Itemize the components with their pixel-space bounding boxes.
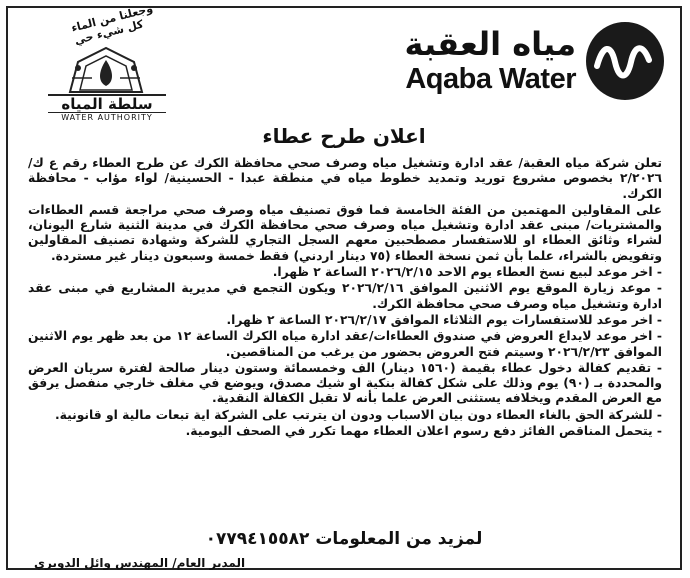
paragraph-eligibility: على المقاولين المهتمين من الفئة الخامسة فما فوق تصنيف مياه وصرف صحي مراجعة قسم العطاءات والمشتريات/ مبنى عقد ادارة وتشغيل مياه وصرف صحي محافظة الكرك في مدينة الثنية شارع اليونان، لشراء وثائق العطاء او للاستفسار مصطحبين معهم السجل التجاري للشركة وشهادة تصنيف المقاولين وتفويض بالشراء، علما بأن ثمن نسخة العطاء (٧٥ دينار اردني) فقط خمسة وسبعون دينار غير مستردة. [28,202,662,263]
aqaba-water-logo [405,22,664,100]
announcement-title: اعلان طرح عطاء [262,124,426,148]
paragraph-bid-bond: - تقديم كفالة دخول عطاء بقيمة (١٥٦٠ دينار) الف وخمسمائة وستون دينار صالحة لفترة سريان العرض والمحددة بـ (٩٠) يوم وذلك على شكل كفالة بنكية او شيك مصدق، ويوضع في مغلف خارجي منفصل يرفق مع العرض المقدم ويخلافه يستثنى العرض علما بأنه لا تقبل الكفالة النقدية. [28,360,662,406]
announcement-body [28,156,662,440]
aw-wave-icon [586,22,664,100]
advertisement-frame [6,1,682,570]
water-authority-tagline: وجعلنا من الماء كل شيء حي [70,1,155,48]
paragraph-ad-fees: - يتحمل المناقص الفائز دفع رسوم اعلان العطاء مهما تكرر في الصحف اليومية. [185,424,662,439]
aqaba-water-english-name: Aqaba Water [405,63,576,95]
water-authority-logo [28,1,158,122]
signature: المدير العام/ المهندس وائل الدويري [34,556,246,570]
aqaba-water-arabic-name: مياه العقبة [404,25,576,63]
header [8,1,680,122]
contact-info: لمزيد من المعلومات ٠٧٧٩٤١٥٥٨٢ [205,529,483,549]
water-authority-english-name: WATER AUTHORITY [48,112,166,122]
paragraph-site-visit: - موعد زيارة الموقع يوم الاثنين الموافق ٢٠٢٦/٢/١٦ ويكون التجمع في مديرية المشاريع في مبنى عقد ادارة وتشغيل مياه وصرف صحي محافظة الكرك. [28,281,662,311]
water-authority-arabic-name: سلطة المياه [48,94,166,112]
aqaba-water-wordmark [405,26,576,96]
paragraph-cancel-right: - للشركة الحق بالغاء العطاء دون بيان الاسباب ودون ان يترتب على الشركة اية تبعات مالية او قانونية. [54,407,662,422]
water-authority-emblem-icon [60,42,152,98]
paragraph-inquiries: - اخر موعد للاستفسارات يوم الثلاثاء الموافق ٢٠٢٦/٢/١٧ الساعة ٢ ظهرا. [226,312,662,327]
paragraph-submission: - اخر موعد لايداع العروض في صندوق العطاءات/عقد ادارة مياه الكرك الساعة ١٢ من بعد ظهر يوم الاثنين الموافق ٢٠٢٦/٢/٢٣ وسيتم فتح العروض بحضور من يرغب من المناقصين. [28,329,663,359]
paragraph-sale-deadline: - اخر موعد لبيع نسخ العطاء يوم الاحد ٢٠٢٦/٢/١٥ الساعة ٢ ظهرا. [272,265,662,280]
paragraph-intro: تعلن شركة مياه العقبة/ عقد ادارة وتشغيل مياه وصرف صحي محافظة الكرك عن طرح العطاء رقم ع ك/٢/٢٠٢٦ بخصوص مشروع توريد وتمديد خطوط مياه في منطقة عبدا - الحسينية/ لواء مؤاب - محافظة الكرك. [28,156,662,201]
